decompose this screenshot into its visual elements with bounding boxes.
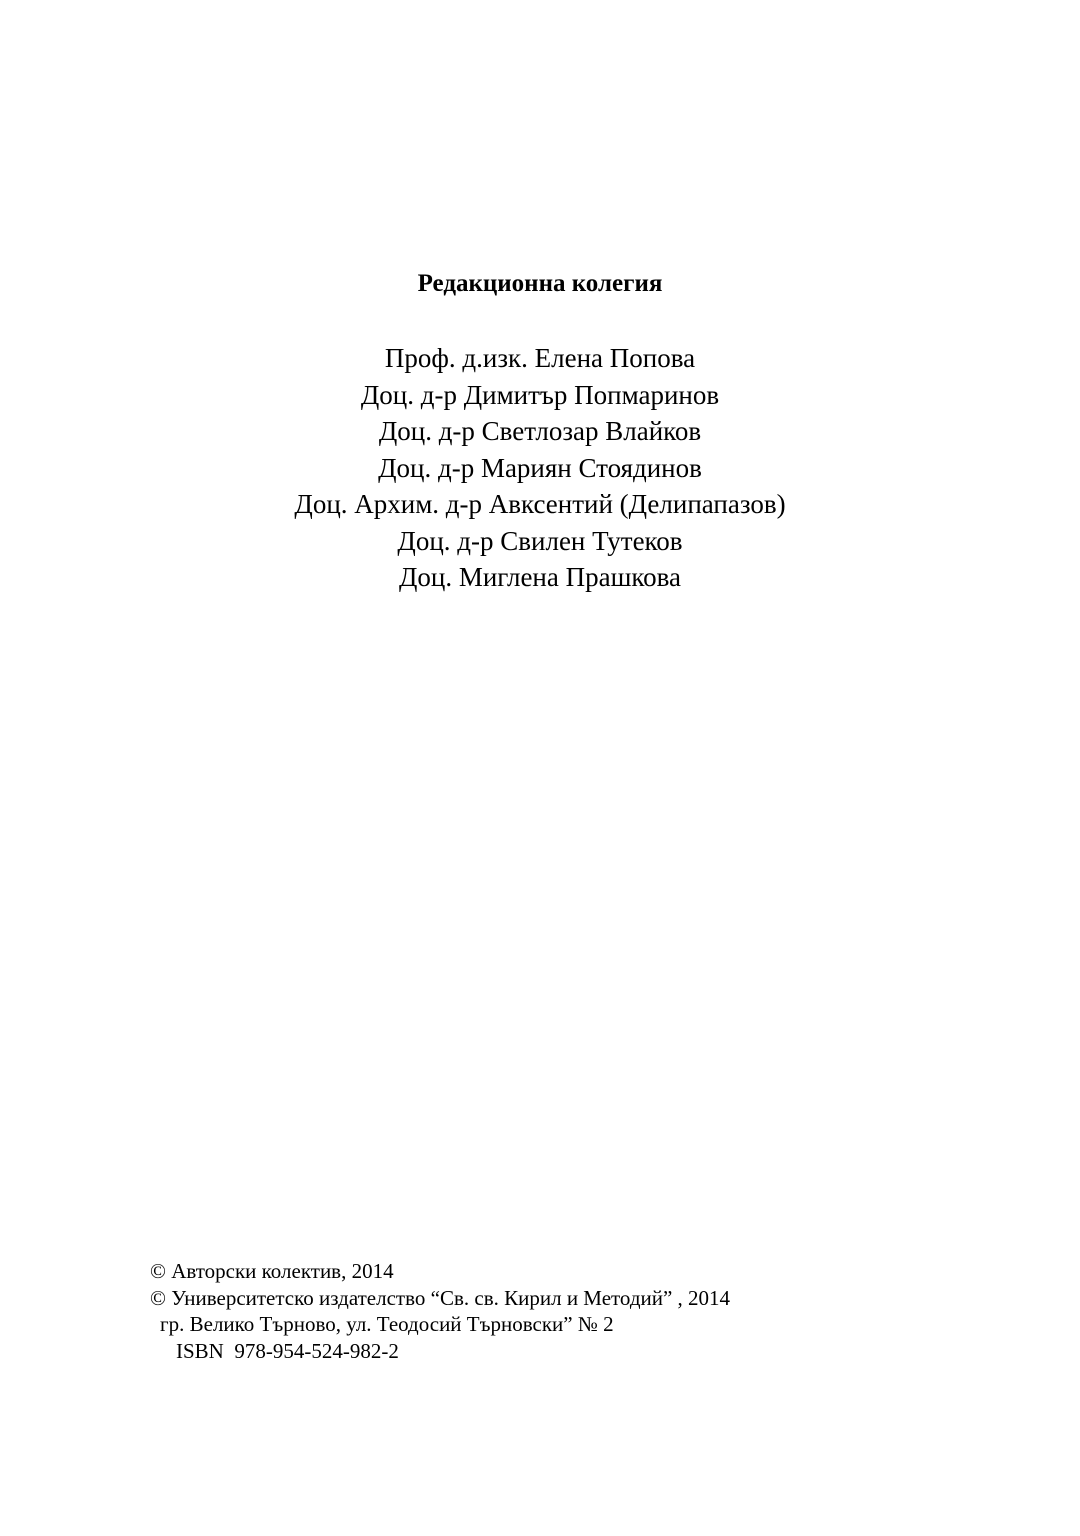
board-member: Доц. д-р Димитър Попмаринов (360, 379, 720, 410)
imprint-block (150, 1258, 950, 1364)
board-member: Доц. Миглена Прашкова (398, 562, 682, 592)
board-member: Проф. д.изк. Елена Попова (384, 343, 696, 373)
board-member: Доц. д-р Свилен Тутеков (397, 525, 683, 556)
board-member: Доц. д-р Светлозар Влайков (378, 416, 702, 446)
board-member: Доц. Архим. д-р Авксентий (Делипапазов) (294, 489, 786, 519)
board-member: Доц. д-р Мариян Стоядинов (378, 452, 702, 483)
copyright-authors: © Авторски колектив, 2014 (150, 1259, 394, 1283)
publisher-address: гр. Велико Търново, ул. Теодосий Търновски” № 2 (160, 1312, 614, 1336)
editorial-board-members (0, 340, 1080, 596)
editorial-board-title: Редакционна колегия (417, 270, 663, 297)
copyright-publisher: © Университетско издателство “Св. св. Кирил и Методий” , 2014 (150, 1285, 731, 1310)
isbn: ISBN 978-954-524-982-2 (176, 1338, 399, 1363)
